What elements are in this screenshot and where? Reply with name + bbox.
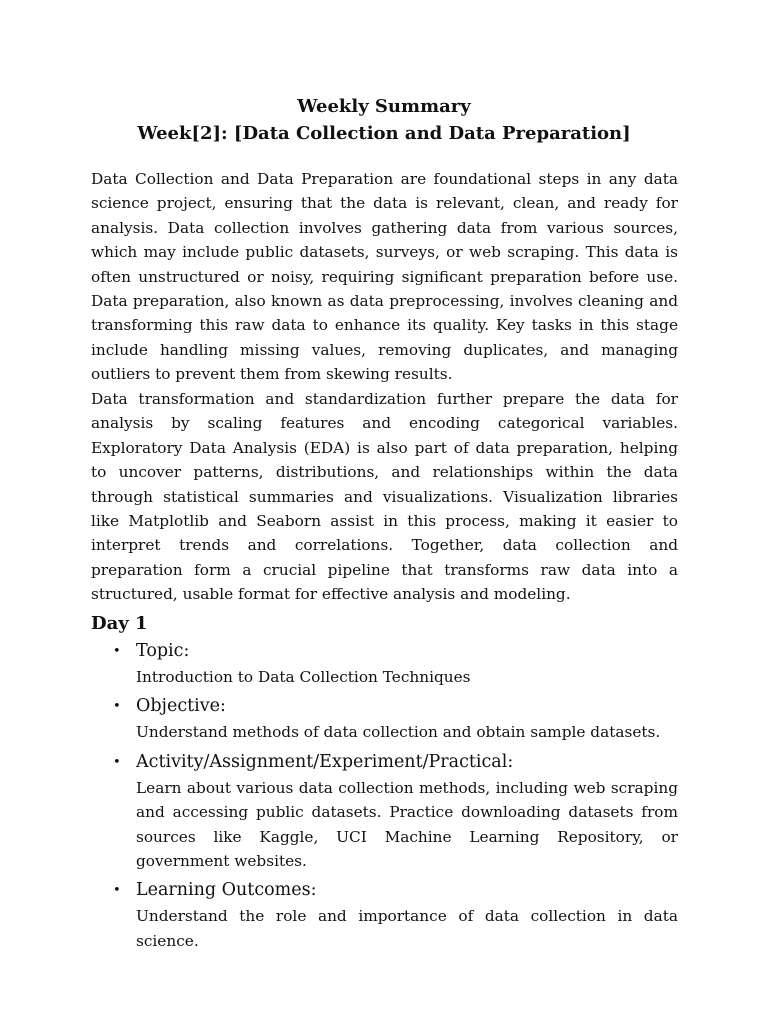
item-text: Introduction to Data Collection Techniques (136, 668, 471, 686)
day-item-list (91, 637, 678, 956)
item-text: Understand the role and importance of data collection in data science. (136, 907, 678, 950)
list-item-topic (91, 637, 678, 689)
bullet-icon: • (113, 883, 121, 899)
title-block (0, 93, 768, 147)
list-item-objective (91, 692, 678, 744)
document-title: Weekly Summary (297, 96, 471, 117)
item-label: Learning Outcomes: (136, 880, 317, 901)
bullet-icon: • (113, 644, 121, 659)
bullet-icon: • (113, 699, 121, 715)
bullet-icon: • (113, 754, 121, 770)
list-item-learning-outcomes (91, 876, 678, 953)
item-label: Activity/Assignment/Experiment/Practical: (136, 751, 514, 772)
summary-paragraph: Data transformation and standardization further prepare the data for analysis by scaling features and encoding categorical variables. Exploratory Data Analysis (EDA) is also part of data preparation, helping to uncover patterns, distributions, and relationships within the data through statistical summaries and visualizations. Visualization libraries like Matplotlib and Seaborn assist in this process, making it easier to interpret trends and correlations. Together, data collection and preparation form a crucial pipeline that transforms raw data into a structured, usable format for effective analysis and modeling. (91, 390, 678, 604)
item-label: Topic: (136, 641, 190, 661)
day-heading: Day 1 (91, 613, 148, 634)
document-subtitle: Week[2]: [Data Collection and Data Preparation] (137, 123, 631, 144)
item-text: Understand methods of data collection and obtain sample datasets. (136, 723, 661, 742)
item-text: Learn about various data collection methods, including web scraping and accessing public datasets. Practice downloading datasets from sources like Kaggle, UCI Machine Learning Repository, or government websites. (136, 778, 678, 871)
summary-paragraph: Data Collection and Data Preparation are foundational steps in any data science project, ensuring that the data is relevant, clean, and ready for analysis. Data collection involves gathering data from various sources, which may include public datasets, surveys, or web scraping. This data is often unstructured or noisy, requiring significant preparation before use. Data preparation, also known as data preprocessing, involves cleaning and transforming this raw data to enhance its quality. Key tasks in this stage include handling missing values, removing duplicates, and managing outliers to prevent them from skewing results. (91, 170, 678, 384)
list-item-activity (91, 748, 678, 874)
item-label: Objective: (136, 696, 226, 717)
